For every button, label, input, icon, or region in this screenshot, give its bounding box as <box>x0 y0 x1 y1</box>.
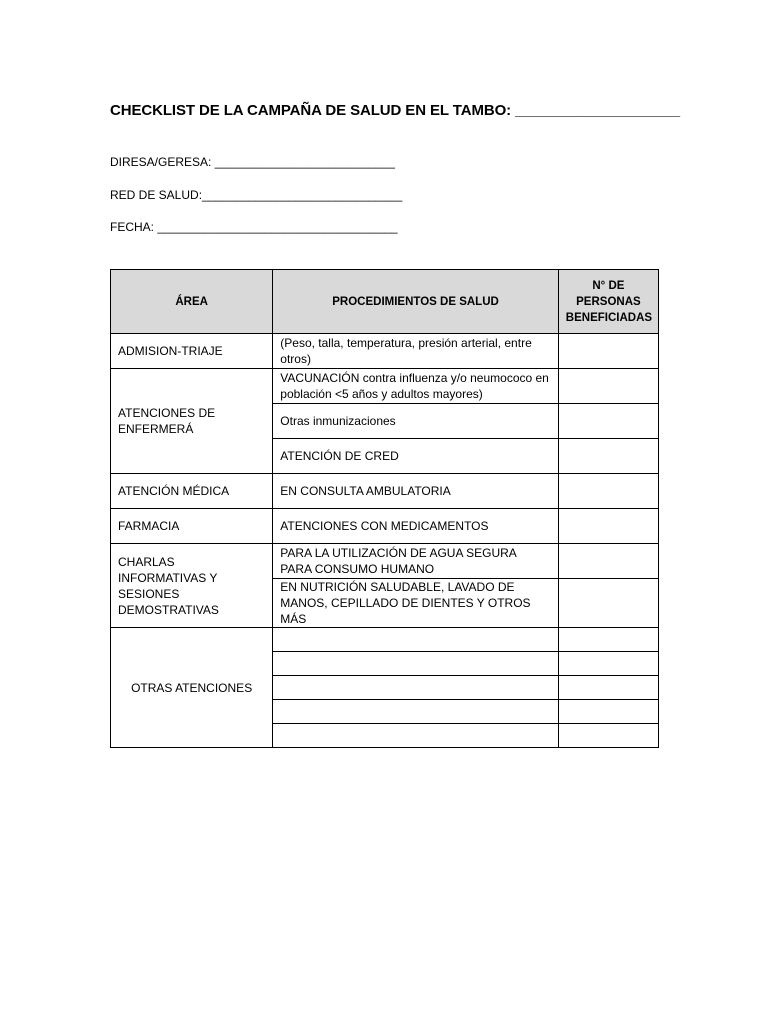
table-row <box>111 369 659 404</box>
procedure-cell[interactable] <box>273 628 559 652</box>
checklist-table <box>110 269 659 748</box>
table-row <box>111 628 659 652</box>
header-area: ÁREA <box>111 270 273 334</box>
area-cell: ADMISION-TRIAJE <box>111 334 273 369</box>
red-de-salud-field: RED DE SALUD:______________________________ <box>110 188 403 202</box>
count-cell[interactable] <box>558 544 658 579</box>
count-cell[interactable] <box>558 369 658 404</box>
table-row <box>111 509 659 544</box>
count-cell[interactable] <box>558 676 658 700</box>
count-cell[interactable] <box>558 334 658 369</box>
procedure-cell: ATENCIÓN DE CRED <box>273 439 559 474</box>
count-cell[interactable] <box>558 724 658 748</box>
area-cell: FARMACIA <box>111 509 273 544</box>
procedure-cell: EN CONSULTA AMBULATORIA <box>273 474 559 509</box>
procedure-cell[interactable] <box>273 676 559 700</box>
count-cell[interactable] <box>558 652 658 676</box>
area-cell: ATENCIONES DE ENFERMERÁ <box>111 369 273 474</box>
area-cell: CHARLAS INFORMATIVAS Y SESIONES DEMOSTRATIVAS <box>111 544 273 628</box>
table-row <box>111 544 659 579</box>
count-cell[interactable] <box>558 474 658 509</box>
procedure-cell[interactable] <box>273 724 559 748</box>
procedure-cell[interactable] <box>273 700 559 724</box>
procedure-cell: PARA LA UTILIZACIÓN DE AGUA SEGURA PARA CONSUMO HUMANO <box>273 544 559 579</box>
fecha-field: FECHA: ____________________________________ <box>110 220 398 234</box>
header-personas-beneficiadas: N° DE PERSONAS BENEFICIADAS <box>558 270 658 334</box>
table-header-row <box>111 270 659 334</box>
count-cell[interactable] <box>558 700 658 724</box>
area-cell: OTRAS ATENCIONES <box>111 628 273 748</box>
procedure-cell: EN NUTRICIÓN SALUDABLE, LAVADO DE MANOS, CEPILLADO DE DIENTES Y OTROS MÁS <box>273 579 559 628</box>
procedure-cell[interactable] <box>273 652 559 676</box>
area-cell: ATENCIÓN MÉDICA <box>111 474 273 509</box>
procedure-cell: Otras inmunizaciones <box>273 404 559 439</box>
document-title: CHECKLIST DE LA CAMPAÑA DE SALUD EN EL TAMBO: ____________________ <box>110 102 680 119</box>
header-procedimientos: PROCEDIMIENTOS DE SALUD <box>273 270 559 334</box>
count-cell[interactable] <box>558 628 658 652</box>
count-cell[interactable] <box>558 439 658 474</box>
count-cell[interactable] <box>558 509 658 544</box>
diresa-field: DIRESA/GERESA: ___________________________ <box>110 155 395 169</box>
table-row <box>111 474 659 509</box>
procedure-cell: VACUNACIÓN contra influenza y/o neumococo en población <5 años y adultos mayores) <box>273 369 559 404</box>
count-cell[interactable] <box>558 579 658 628</box>
count-cell[interactable] <box>558 404 658 439</box>
table-row <box>111 334 659 369</box>
procedure-cell: (Peso, talla, temperatura, presión arterial, entre otros) <box>273 334 559 369</box>
procedure-cell: ATENCIONES CON MEDICAMENTOS <box>273 509 559 544</box>
